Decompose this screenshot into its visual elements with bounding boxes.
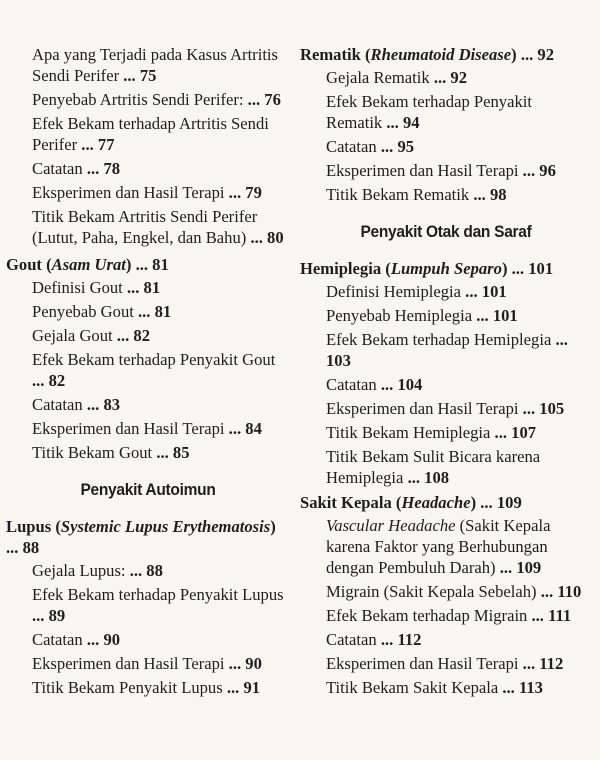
toc-subentry-text: Eksperimen dan Hasil Terapi	[326, 654, 519, 673]
toc-subentry-text: Efek Bekam terhadap Penyakit Gout	[32, 350, 276, 369]
toc-entry-sakit-kepala[interactable]: Sakit Kepala (Headache) ... 109	[300, 493, 522, 512]
toc-subentry[interactable]: Migrain (Sakit Kepala Sebelah) ... 110	[326, 582, 582, 601]
toc-subentry-text: Migrain (Sakit Kepala Sebelah)	[326, 582, 537, 601]
toc-subentry[interactable]: Efek Bekam terhadap Hemiplegia ... 103	[326, 330, 568, 370]
toc-subentry-text: Efek Bekam terhadap Migrain	[326, 606, 528, 625]
toc-subentry-text: Eksperimen dan Hasil Terapi	[32, 654, 225, 673]
rematik-entries	[300, 67, 592, 205]
toc-subentry-text: Efek Bekam terhadap Artritis Sendi Perifer	[32, 114, 269, 154]
toc-subentry-vascular-headache[interactable]: Vascular Headache (Sakit Kepala karena Faktor yang Berhubungan dengan Pembuluh Darah) ... 109	[326, 516, 551, 577]
toc-subentry-page: 82	[133, 326, 150, 345]
toc-subentry-text: Efek Bekam terhadap Hemiplegia	[326, 330, 552, 349]
toc-subentry-text: Penyebab Artritis Sendi Perifer:	[32, 90, 244, 109]
toc-subentry-page: 91	[243, 678, 261, 697]
toc-subentry-text: Titik Bekam Penyakit Lupus	[32, 678, 223, 697]
toc-subentry-page: 81	[143, 278, 161, 297]
toc-subentry-page: 107	[511, 423, 537, 442]
toc-subentry[interactable]: Efek Bekam terhadap Migrain ... 111	[326, 606, 572, 625]
toc-subentry-text: Catatan	[32, 630, 83, 649]
toc-subentry-text: Titik Bekam Hemiplegia	[326, 423, 491, 442]
toc-subentry-page: 78	[103, 159, 121, 178]
toc-subentry[interactable]: Penyebab Artritis Sendi Perifer: ... 76	[32, 90, 281, 109]
toc-subentry-page: 101	[492, 306, 518, 325]
toc-subentry[interactable]: Efek Bekam terhadap Penyakit Gout ... 82	[32, 350, 276, 390]
toc-subentry-page: 104	[397, 375, 423, 394]
toc-entry-gout[interactable]: Gout (Asam Urat) ... 81	[6, 255, 169, 274]
hemiplegia-entries	[300, 281, 592, 488]
toc-subentry-text: Apa yang Terjadi pada Kasus Artritis Sendi Perifer	[32, 45, 278, 85]
toc-subentry-text: Penyebab Hemiplegia	[326, 306, 473, 325]
toc-subentry-text: Gejala Gout	[32, 326, 113, 345]
toc-subentry-page: 112	[539, 654, 564, 673]
toc-subentry[interactable]: Catatan ... 90	[32, 630, 121, 649]
toc-subentry[interactable]: Definisi Hemiplegia ... 101	[326, 282, 507, 301]
toc-subentry-text: Eksperimen dan Hasil Terapi	[32, 183, 225, 202]
toc-subentry[interactable]: Gejala Gout ... 82	[32, 326, 150, 345]
toc-subentry-page: 90	[103, 630, 121, 649]
toc-subentry[interactable]: Catatan ... 83	[32, 395, 121, 414]
toc-subentry-page: 76	[264, 90, 281, 109]
toc-subentry-page: 80	[267, 228, 284, 247]
section-heading-otak-saraf: Penyakit Otak dan Saraf	[360, 223, 532, 241]
toc-subentry-page: 79	[245, 183, 262, 202]
toc-subentry-page: 95	[397, 137, 415, 156]
toc-subentry-page: 92	[450, 68, 468, 87]
toc-subentry-page: 112	[397, 630, 422, 649]
toc-subentry-page: 81	[154, 302, 172, 321]
toc-subentry-text: Efek Bekam terhadap Penyakit Rematik	[326, 92, 532, 132]
toc-subentry-page: 101	[481, 282, 507, 301]
toc-subentry[interactable]: Titik Bekam Artritis Sendi Perifer (Lutut, Paha, Engkel, dan Bahu) ... 80	[32, 207, 284, 247]
toc-subentry[interactable]: Penyebab Hemiplegia ... 101	[326, 306, 518, 325]
toc-subentry[interactable]: Efek Bekam terhadap Penyakit Lupus ... 89	[32, 585, 284, 625]
toc-subentry[interactable]: Gejala Lupus: ... 88	[32, 561, 163, 580]
toc-entry-rematik[interactable]: Rematik (Rheumatoid Disease) ... 92	[300, 45, 554, 64]
toc-subentry-page: 110	[557, 582, 582, 601]
toc-subentry[interactable]: Penyebab Gout ... 81	[32, 302, 172, 321]
toc-subentry-page: 105	[539, 399, 565, 418]
toc-subentry-text: Titik Bekam Rematik	[326, 185, 470, 204]
toc-left-column	[6, 44, 290, 701]
toc-subentry-text: Gejala Lupus:	[32, 561, 126, 580]
toc-subentry-page: 89	[48, 606, 66, 625]
toc-subentry[interactable]: Catatan ... 112	[326, 630, 422, 649]
toc-subentry-text: Eksperimen dan Hasil Terapi	[32, 419, 225, 438]
toc-subentry-text: Titik Bekam Artritis Sendi Perifer (Lutut, Paha, Engkel, dan Bahu)	[32, 207, 258, 247]
toc-entry-lupus[interactable]: Lupus (Systemic Lupus Erythematosis) ... 88	[6, 517, 276, 557]
toc-subentry[interactable]: Catatan ... 95	[326, 137, 415, 156]
toc-subentry[interactable]: Titik Bekam Sulit Bicara karena Hemiplegia ... 108	[326, 447, 541, 487]
toc-subentry[interactable]: Titik Bekam Rematik ... 98	[326, 185, 507, 204]
toc-subentry[interactable]: Efek Bekam terhadap Penyakit Rematik ... 94	[326, 92, 532, 132]
toc-subentry[interactable]: Titik Bekam Hemiplegia ... 107	[326, 423, 537, 442]
toc-subentry[interactable]: Titik Bekam Sakit Kepala ... 113	[326, 678, 543, 697]
toc-subentry[interactable]: Eksperimen dan Hasil Terapi ... 79	[32, 183, 262, 202]
toc-subentry-text: Catatan	[32, 395, 83, 414]
toc-subentry[interactable]: Eksperimen dan Hasil Terapi ... 105	[326, 399, 565, 418]
arthritis-entries	[6, 44, 290, 248]
toc-subentry-text: Titik Bekam Gout	[32, 443, 153, 462]
toc-subentry-text: Titik Bekam Sakit Kepala	[326, 678, 499, 697]
toc-subentry-text: Definisi Hemiplegia	[326, 282, 462, 301]
toc-subentry-page: 103	[326, 351, 351, 370]
toc-subentry[interactable]: Efek Bekam terhadap Artritis Sendi Perifer ... 77	[32, 114, 269, 154]
toc-subentry[interactable]: Catatan ... 104	[326, 375, 423, 394]
toc-subentry-page: 85	[172, 443, 190, 462]
toc-subentry[interactable]: Gejala Rematik ... 92	[326, 68, 468, 87]
toc-subentry-page: 90	[245, 654, 262, 673]
toc-subentry-text: Gejala Rematik	[326, 68, 430, 87]
toc-subentry-text: Penyebab Gout	[32, 302, 134, 321]
toc-subentry-page: 77	[97, 135, 115, 154]
toc-subentry-text: Eksperimen dan Hasil Terapi	[326, 399, 519, 418]
toc-subentry[interactable]: Catatan ... 78	[32, 159, 121, 178]
toc-subentry-page: 94	[402, 113, 420, 132]
toc-subentry-page: 111	[548, 606, 572, 625]
lupus-entries	[6, 560, 290, 698]
toc-subentry[interactable]: Eksperimen dan Hasil Terapi ... 96	[326, 161, 556, 180]
toc-subentry-text: Titik Bekam Sulit Bicara karena Hemiplegia	[326, 447, 541, 487]
toc-subentry-page: 84	[245, 419, 262, 438]
toc-subentry-page: 113	[518, 678, 543, 697]
toc-subentry-text: Catatan	[326, 630, 377, 649]
toc-subentry-page: 96	[539, 161, 556, 180]
toc-subentry-text: Eksperimen dan Hasil Terapi	[326, 161, 519, 180]
toc-subentry[interactable]: Titik Bekam Penyakit Lupus ... 91	[32, 678, 261, 697]
toc-subentry-page: 98	[489, 185, 507, 204]
toc-subentry-text: Catatan	[32, 159, 83, 178]
sakit-kepala-entries	[300, 581, 592, 698]
section-heading-autoimun: Penyakit Autoimun	[80, 481, 216, 499]
toc-entry-hemiplegia[interactable]: Hemiplegia (Lumpuh Separo) ... 101	[300, 259, 554, 278]
toc-subentry-page: 75	[139, 66, 157, 85]
gout-entries	[6, 277, 290, 463]
toc-subentry[interactable]: Titik Bekam Gout ... 85	[32, 443, 190, 462]
toc-subentry-page: 83	[103, 395, 121, 414]
toc-right-column	[300, 44, 592, 701]
toc-subentry[interactable]: Eksperimen dan Hasil Terapi ... 112	[326, 654, 564, 673]
toc-subentry-page: 82	[48, 371, 66, 390]
toc-subentry-page: 108	[424, 468, 450, 487]
toc-subentry-page: 88	[146, 561, 163, 580]
toc-subentry[interactable]: Definisi Gout ... 81	[32, 278, 161, 297]
toc-subentry-text: Catatan	[326, 137, 377, 156]
toc-subentry[interactable]: Eksperimen dan Hasil Terapi ... 90	[32, 654, 262, 673]
toc-subentry-text: Catatan	[326, 375, 377, 394]
toc-subentry-text: Efek Bekam terhadap Penyakit Lupus	[32, 585, 284, 604]
toc-subentry[interactable]: Apa yang Terjadi pada Kasus Artritis Sendi Perifer ... 75	[32, 45, 278, 85]
toc-subentry[interactable]: Eksperimen dan Hasil Terapi ... 84	[32, 419, 262, 438]
toc-subentry-text: Definisi Gout	[32, 278, 123, 297]
